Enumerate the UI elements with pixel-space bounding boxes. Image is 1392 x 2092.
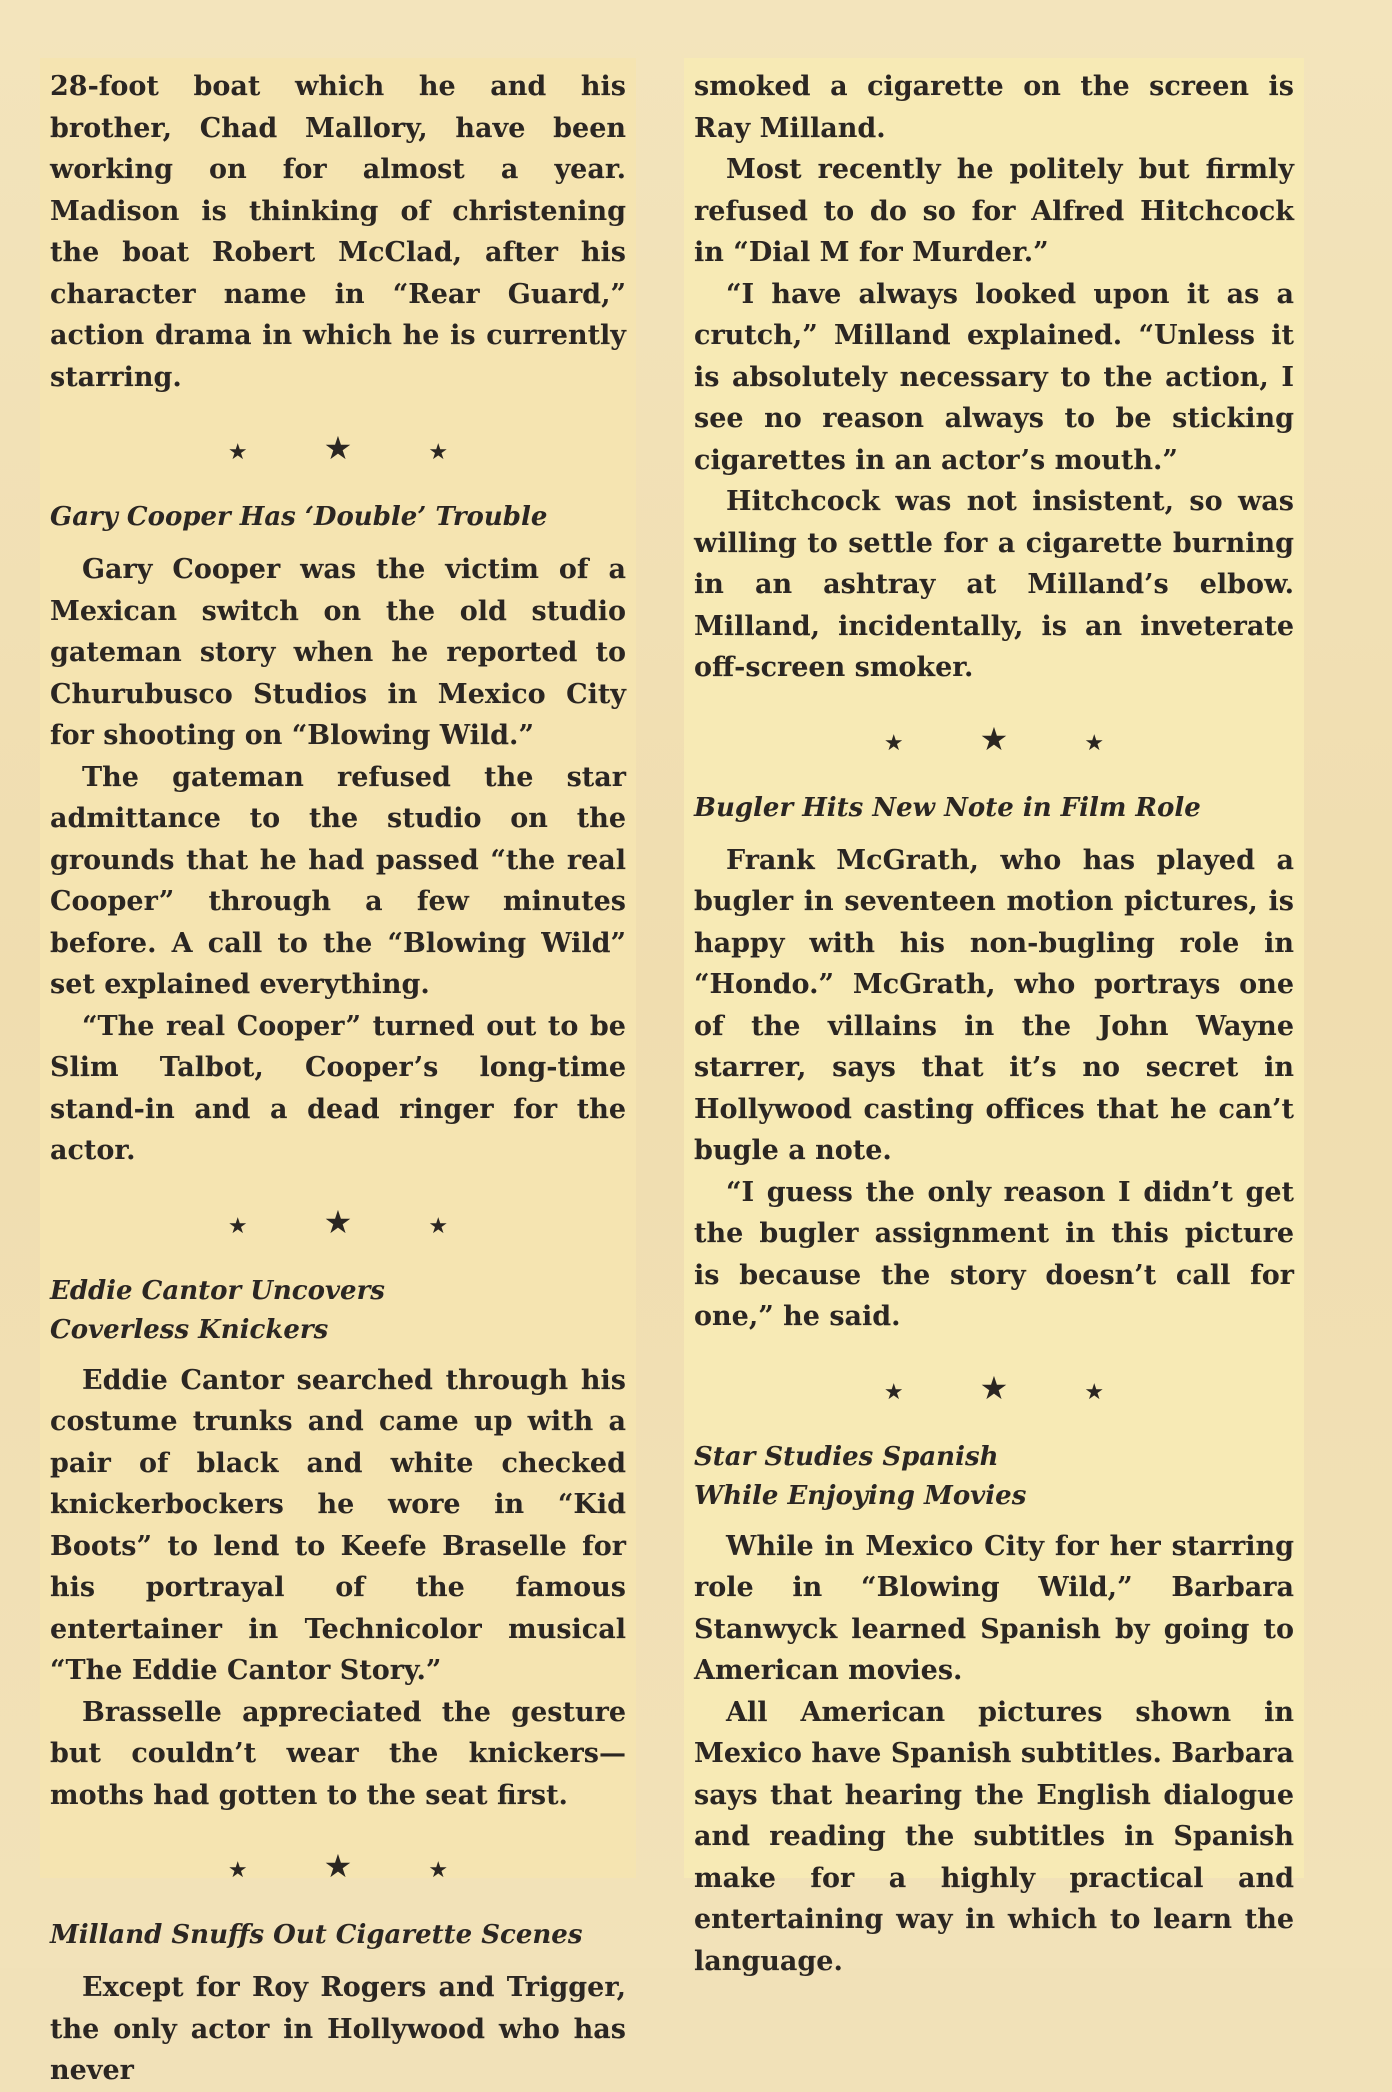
star-separator — [694, 689, 1294, 789]
star-icon: ★ — [883, 730, 904, 756]
article-title — [694, 1438, 1294, 1516]
article-paragraph: Gary Cooper was the victim of a Mexican switch on the old studio gateman story when he reported to Churubusco Studios in Mexico City for shooting on “Blowing Wild.” — [50, 554, 626, 751]
article-paragraph: All American pictures shown in Mexico have Spanish subtitles. Barbara says that hearing the English dialogue and reading the subtitles in Spanish make for a highly practical and entertaining way in which to learn the language. — [694, 1696, 1294, 1977]
star-icon: ★ — [979, 1368, 1009, 1407]
article-paragraph: While in Mexico City for her starring role in “Blowing Wild,” Barbara Stanwyck learned Spanish by going to American movies. — [694, 1530, 1294, 1686]
star-icon: ★ — [883, 1379, 904, 1405]
article-title — [50, 1272, 626, 1350]
article-paragraph: “I have always looked upon it as a crutch,” Milland explained. “Unless it is absolutely necessary to the action, I see no reason always to be sticking cigarettes in an actor’s mouth.” — [694, 278, 1294, 476]
article-paragraph: Hitchcock was not insistent, so was willing to settle for a cigarette burning in an ashtray at Milland’s elbow. Milland, incidentally, is an inveterate off-screen smoker. — [694, 486, 1294, 683]
star-icon: ★ — [1084, 1379, 1105, 1405]
star-icon: ★ — [323, 1202, 353, 1241]
title-line: While Enjoying Movies — [694, 1480, 1027, 1511]
title-line: Eddie Cantor Uncovers — [50, 1275, 385, 1306]
star-icon: ★ — [323, 429, 353, 467]
star-icon: ★ — [428, 1858, 449, 1883]
star-separator — [50, 398, 626, 498]
continued-paragraph: smoked a cigarette on the screen is Ray Milland. — [694, 71, 1294, 144]
left-column — [40, 58, 636, 2086]
right-column — [684, 58, 1304, 1977]
star-icon: ★ — [227, 440, 248, 465]
star-icon: ★ — [428, 440, 449, 465]
article-title: Gary Cooper Has ‘Double’ Trouble — [50, 502, 548, 532]
article-paragraph: “I guess the only reason I didn’t get the bugler assignment in this picture is because the story doesn’t call for one,” he said. — [694, 1176, 1294, 1332]
star-icon: ★ — [428, 1213, 449, 1239]
article-title: Bugler Hits New Note in Film Role — [694, 792, 1201, 823]
article-paragraph: The gateman refused the star admittance to the studio on the grounds that he had passed “the real Cooper” through a few minutes before. A call to the “Blowing Wild” set explained everything. — [50, 761, 626, 1000]
article-paragraph: Except for Roy Rogers and Trigger, the only actor in Hollywood who has never — [50, 1972, 626, 2086]
star-icon: ★ — [323, 1847, 353, 1885]
star-separator — [694, 1338, 1294, 1438]
star-icon: ★ — [1084, 730, 1105, 756]
article-paragraph: Frank McGrath, who has played a bugler in seventeen motion pictures, is happy with his non-bugling role in “Hondo.” McGrath, who portrays one of the villains in the John Wayne starrer, says that it’s no secret in Hollywood casting offices that he can’t bugle a note. — [694, 844, 1294, 1166]
article-paragraph: Eddie Cantor searched through his costume trunks and came up with a pair of black and white checked knickerbockers he wore in “Kid Boots” to lend to Keefe Braselle for his portrayal of the famous entertainer in Technicolor musical “The Eddie Cantor Story.” — [50, 1364, 626, 1686]
article-paragraph: Brasselle appreciated the gesture but couldn’t wear the knickers—moths had gotten to the seat first. — [50, 1696, 626, 1811]
title-line: Coverless Knickers — [50, 1314, 329, 1345]
title-line: Star Studies Spanish — [694, 1441, 999, 1472]
star-icon: ★ — [979, 719, 1009, 758]
star-icon: ★ — [227, 1213, 248, 1239]
star-separator — [50, 1172, 626, 1272]
star-separator — [50, 1816, 626, 1916]
intro-paragraph: 28-foot boat which he and his brother, Chad Mallory, have been working on for almost a year. Madison is thinking of christening the boat Robert McClad, after his character name in “Rear Guard,” action drama in which he is currently starring. — [50, 71, 626, 393]
article-paragraph: Most recently he politely but firmly refused to do so for Alfred Hitchcock in “Dial M for Murder.” — [694, 154, 1294, 268]
star-icon: ★ — [227, 1858, 248, 1883]
article-title: Milland Snuffs Out Cigarette Scenes — [50, 1920, 583, 1950]
article-paragraph: “The real Cooper” turned out to be Slim Talbot, Cooper’s long-time stand-in and a dead ringer for the actor. — [50, 1010, 626, 1166]
